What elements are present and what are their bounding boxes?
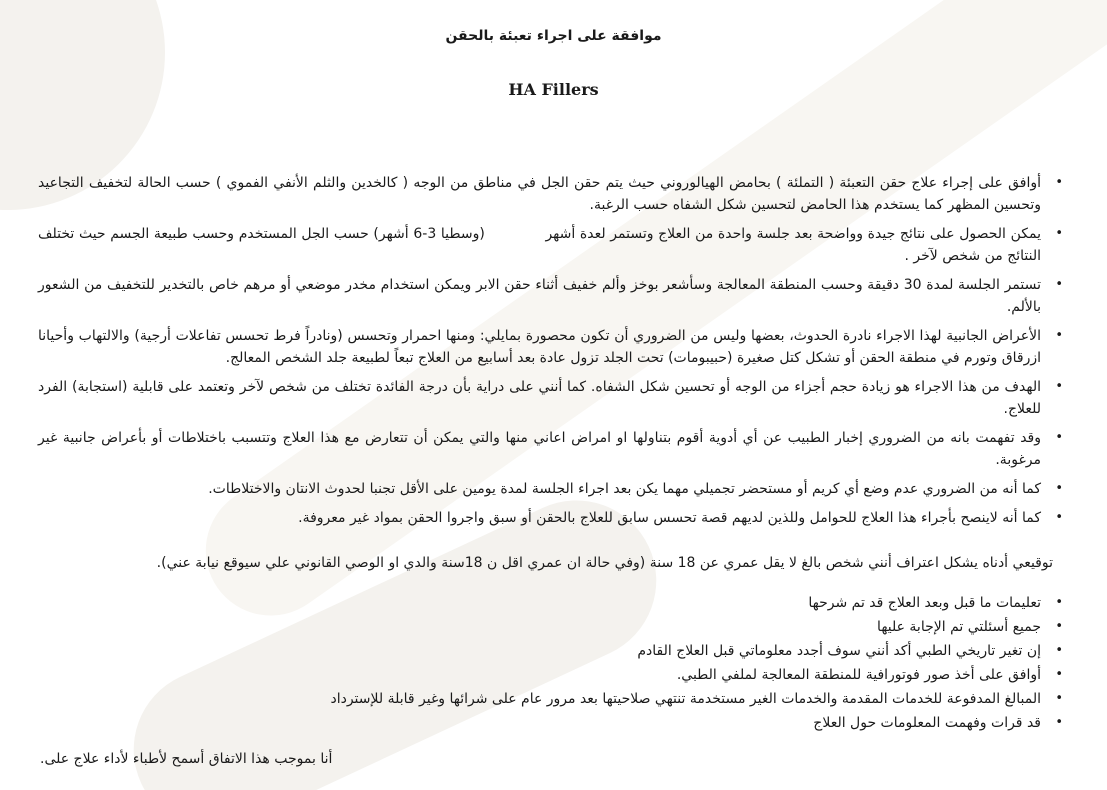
consent-point-text: الهدف من هذا الاجراء هو زيادة حجم أجزاء من الوجه أو تحسين شكل الشفاه. كما أنني على دراية بأن درجة الفائدة تختلف من شخص لآخر وتعتمد على قابلية (استجابة) الفرد للعلاج. xyxy=(38,379,1041,417)
bullet-icon: • xyxy=(1055,328,1063,343)
bullet-icon: • xyxy=(1055,277,1063,292)
list-item xyxy=(38,274,1067,318)
acknowledgement-point-text: إن تغير تاريخي الطبي أكد أنني سوف أجدد معلوماتي قبل العلاج القادم xyxy=(637,643,1041,659)
bullet-icon: • xyxy=(1055,481,1063,496)
list-item xyxy=(38,427,1067,471)
list-item xyxy=(38,616,1067,638)
consent-points-list xyxy=(38,172,1067,536)
consent-point-text: أوافق على إجراء علاج حقن التعبئة ( التملئة ) بحامض الهيالوروني حيث يتم حقن الجل في مناطق من الوجه ( كالخدين والثلم الأنفي الفموي ) حسب الحالة لتخفيف التجاعيد وتحسين المظهر كما يستخدم هذا الحامض لتحسين شكل الشفاه حسب الرغبة. xyxy=(38,175,1041,213)
list-item xyxy=(38,478,1067,500)
list-item xyxy=(38,507,1067,529)
bullet-icon: • xyxy=(1055,691,1063,706)
acknowledgement-points-list xyxy=(38,592,1067,736)
bullet-icon: • xyxy=(1055,595,1063,610)
consent-point-text: يمكن الحصول على نتائج جيدة وواضحة بعد جلسة واحدة من العلاج وتستمر لعدة أشهر (وسطيا 3-6 أشهر) حسب الجل المستخدم وحسب طبيعة الجسم حيث تختلف النتائج من شخص لآخر . xyxy=(38,226,1041,264)
list-item xyxy=(38,640,1067,662)
list-item xyxy=(38,376,1067,420)
bullet-icon: • xyxy=(1055,667,1063,682)
acknowledgement-point-text: أوافق على أخذ صور فوتورافية للمنطقة المعالجة لملفي الطبي. xyxy=(676,667,1041,683)
acknowledgement-point-text: المبالغ المدفوعة للخدمات المقدمة والخدمات الغير مستخدمة تنتهي صلاحيتها بعد مرور عام على شرائها وغير قابلة للإسترداد xyxy=(330,691,1041,707)
bullet-icon: • xyxy=(1055,226,1063,241)
consent-point-text: الأعراض الجانبية لهذا الاجراء نادرة الحدوث، بعضها وليس من الضروري أن تكون محصورة بمايلي: ومنها احمرار وتحسس (ونادراً فرط تحسس تفاعلات أرجية) والالتهاب وأحيانا ازرقاق وتورم في منطقة الحقن أو تشكل كتل صغيرة (حبيبومات) تحت الجلد تزول عادة بعد أسابيع من العلاج تبعاً لطبيعة جلد الشخص المعالج. xyxy=(38,328,1041,366)
list-item xyxy=(38,325,1067,369)
bullet-icon: • xyxy=(1055,715,1063,730)
list-item xyxy=(38,712,1067,734)
list-item xyxy=(38,223,1067,267)
consent-point-text: تستمر الجلسة لمدة 30 دقيقة وحسب المنطقة المعالجة وسأشعر بوخز وألم خفيف أثناء حقن الابر ويمكن استخدام مخدر موضعي أو مرهم خاص بالتخدير للتخفيف من الشعور بالألم. xyxy=(38,277,1042,315)
list-item xyxy=(38,664,1067,686)
bullet-icon: • xyxy=(1055,643,1063,658)
list-item xyxy=(38,592,1067,614)
footer-agreement-statement: أنا بموجب هذا الاتفاق أسمح لأطباء لأداء علاج على. xyxy=(40,751,333,767)
document-title-arabic: موافقة على اجراء تعبئة بالحقن xyxy=(445,28,662,44)
list-item xyxy=(38,688,1067,710)
consent-point-text: كما أنه من الضروري عدم وضع أي كريم أو مستحضر تجميلي مهما يكن بعد اجراء الجلسة لمدة يومين على الأقل تجنبا لحدوث الانتان والاختلاطات. xyxy=(208,481,1041,497)
bullet-icon: • xyxy=(1055,510,1063,525)
bullet-icon: • xyxy=(1055,379,1063,394)
bullet-icon: • xyxy=(1055,430,1063,445)
consent-point-text: كما أنه لاينصح بأجراء هذا العلاج للحوامل وللذين لديهم قصة تحسس سابق للعلاج بالحقن أو سبق واجروا الحقن بمواد غير معروفة. xyxy=(298,510,1041,526)
acknowledgement-point-text: جميع أسئلتي تم الإجابة عليها xyxy=(877,619,1041,635)
acknowledgement-point-text: تعليمات ما قبل وبعد العلاج قد تم شرحها xyxy=(808,595,1041,611)
bullet-icon: • xyxy=(1055,619,1063,634)
list-item xyxy=(38,172,1067,216)
consent-point-text: وقد تفهمت بانه من الضروري إخبار الطبيب عن أي أدوية أقوم بتناولها او امراض اعاني منها والتي يمكن أن تتعارض مع هذا العلاج وتتسبب باختلاطات أو بأعراض جانبية غير مرغوبة. xyxy=(38,430,1041,468)
acknowledgement-point-text: قد قرات وفهمت المعلومات حول العلاج xyxy=(813,715,1041,731)
document-title-english: HA Fillers xyxy=(508,80,599,99)
signature-age-statement: توقيعي أدناه يشكل اعتراف أنني شخص بالغ لا يقل عمري عن 18 سنة (وفي حالة ان عمري اقل ن 18سنة والدي او الوصي القانوني علي سيوقع نيابة عني). xyxy=(156,555,1053,571)
bullet-icon: • xyxy=(1055,175,1063,190)
